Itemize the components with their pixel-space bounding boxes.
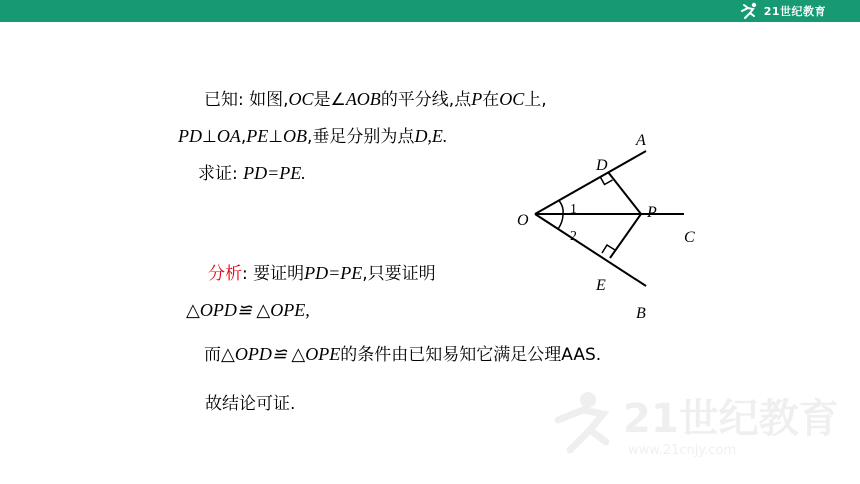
running-man-logo-icon (739, 2, 761, 20)
math-pe: PE (246, 126, 269, 146)
analysis-line-2: △OPD≌ △OPE, (186, 300, 310, 320)
label-d: D (596, 157, 608, 174)
math-oc: OC (499, 89, 525, 109)
math-pd-eq-pe: PD=PE. (243, 163, 306, 183)
text: 的条件由已知易知它满足公理AAS. (340, 345, 602, 365)
label-b: B (636, 305, 646, 322)
label-o: O (517, 212, 529, 229)
analysis-line-3 (204, 344, 601, 365)
math-oc: OC (288, 89, 314, 109)
text: , (240, 127, 247, 147)
text: 的平分线,点 (380, 90, 472, 110)
watermark-text: 21世纪教育 (623, 396, 839, 442)
ray-oa (535, 151, 646, 214)
label-angle-1: 1 (570, 202, 577, 217)
math-oa: OA (216, 126, 241, 146)
text: 上, (524, 90, 547, 110)
analysis-line-1 (208, 263, 436, 284)
text: 求证: (198, 164, 244, 184)
math-p: P (471, 89, 483, 109)
perpendicular-line (178, 126, 447, 147)
math-pd-eq-pe: PD=PE (304, 263, 363, 283)
given-line (204, 89, 547, 110)
segment-pe (610, 214, 641, 258)
label-p: P (647, 204, 657, 221)
watermark-subtext: www.21cnjy.com (628, 443, 737, 458)
label-c: C (684, 229, 695, 246)
watermark-logo (548, 380, 848, 460)
perp-symbol: ⊥ (202, 127, 217, 147)
perp-symbol: ⊥ (268, 127, 284, 147)
math-de: D,E. (414, 126, 448, 146)
text: ,只要证明 (362, 264, 436, 284)
prove-line (198, 163, 306, 184)
label-e: E (596, 277, 606, 294)
math-ob: OB (283, 126, 308, 146)
math-aob: AOB (345, 89, 381, 109)
right-angle-e (602, 245, 615, 253)
math-congruence: △OPD≌ △OPE (221, 344, 341, 364)
angle-2-arc (558, 214, 563, 229)
math-pd: PD (178, 126, 202, 146)
text: 在 (482, 90, 500, 110)
brand-logo (739, 2, 826, 20)
logo-text: 21世纪教育 (763, 5, 826, 18)
label-angle-2: 2 (570, 229, 577, 244)
segment-pd (608, 172, 641, 214)
text: 是∠ (313, 90, 346, 110)
geometry-diagram (500, 120, 720, 330)
angle-1-arc (559, 201, 563, 215)
right-angle-d (600, 177, 613, 185)
conclusion-line: 故结论可证. (205, 394, 296, 414)
analysis-label: 分析 (208, 264, 242, 284)
label-a: A (636, 132, 646, 149)
ray-ob (535, 214, 646, 286)
text: 而 (204, 345, 221, 365)
text: 已知: 如图, (204, 90, 289, 110)
text: : 要证明 (242, 264, 305, 284)
text: ,垂足分别为点 (307, 127, 415, 147)
header-bar (0, 0, 860, 22)
